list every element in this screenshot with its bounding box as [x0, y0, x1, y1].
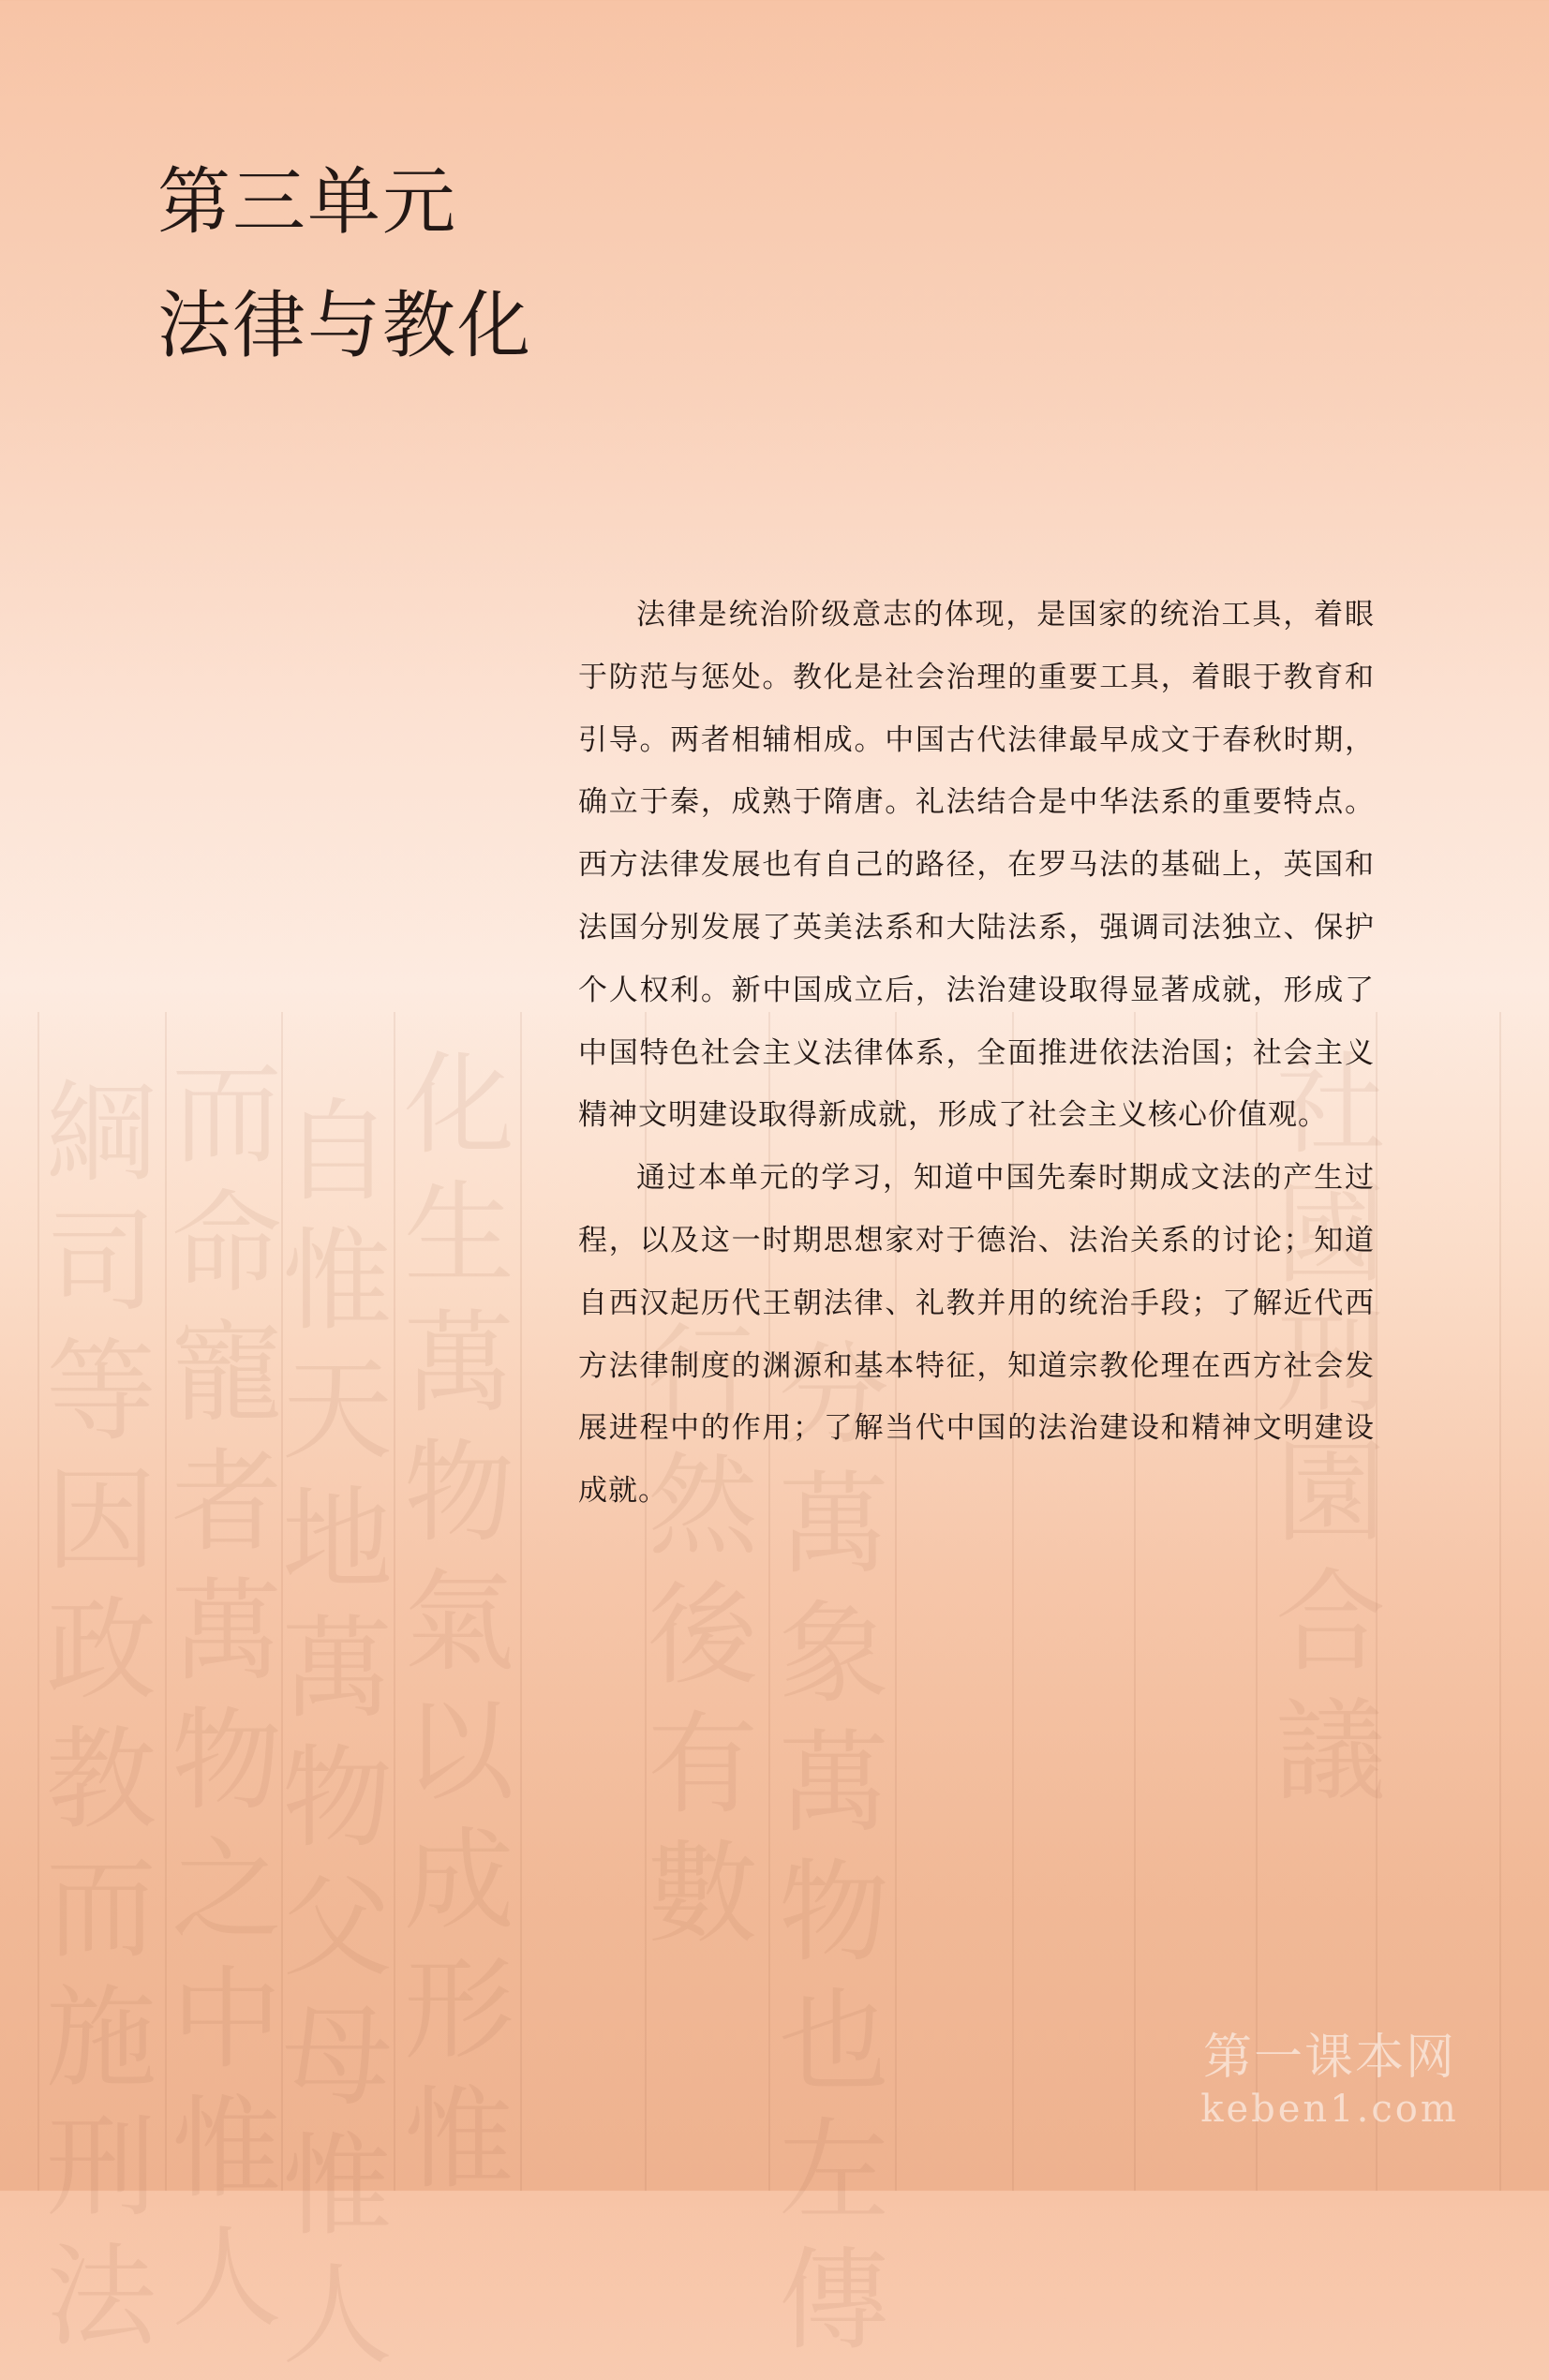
unit-introduction [578, 584, 1375, 1523]
calligraphy-column: 綱 司 等 因 政 教 而 施 刑 法 [45, 1068, 156, 2361]
column-rule [1499, 1012, 1501, 2191]
calligraphy-column: 行 然 後 有 數 [647, 1312, 758, 1958]
column-rule [281, 1012, 283, 2191]
column-rule [165, 1012, 167, 2191]
column-rule [394, 1012, 395, 2191]
watermark-url: keben1.com [1200, 2088, 1459, 2131]
column-rule [37, 1012, 39, 2191]
calligraphy-column: 自 惟 天 地 萬 物 父 母 惟 人 [281, 1087, 393, 2380]
calligraphy-column: 化 生 萬 物 氣 以 成 形 惟 [403, 1040, 514, 2204]
intro-paragraph: 法律是统治阶级意志的体现，是国家的统治工具，着眼于防范与惩处。教化是社会治理的重要工具，着眼于教育和引导。两者相辅相成。中国古代法律最早成文于春秋时期，确立于秦，成熟于隋唐。礼法结合是中华法系的重要特点。西方法律发展也有自己的路径，在罗马法的基础上，英国和法国分别发展了英美法系和大陆法系，强调司法独立、保护个人权利。新中国成立后，法治建设取得显著成就，形成了中国特色社会主义法律体系，全面推进依法治国；社会主义精神文明建设取得新成就，形成了社会主义核心价值观。 [578, 598, 1375, 1133]
unit-number: 第三单元 [157, 160, 458, 245]
calligraphy-column: 而 命 寵 者 萬 物 之 中 惟 人 [171, 1049, 282, 2343]
unit-title: 法律与教化 [157, 284, 533, 368]
column-rule [1376, 1012, 1378, 2191]
column-rule [520, 1012, 522, 2191]
calligraphy-column: 社 國 刑 園 合 議 [1274, 1040, 1386, 1816]
intro-paragraph: 通过本单元的学习，知道中国先秦时期成文法的产生过程，以及这一时期思想家对于德治、法治关系的讨论；知道自西汉起历代王朝法律、礼教并用的统治手段；了解近代西方法律制度的渊源和基本特征，知道宗教伦理在西方社会发展进程中的作用；了解当代中国的法治建设和精神文明建设成就。 [578, 1161, 1375, 1509]
calligraphy-column: 分 萬 象 萬 物 也 左 傳 [778, 1331, 889, 2365]
unit-heading [157, 141, 532, 388]
watermark-title: 第一课本网 [1202, 2030, 1456, 2086]
site-watermark [1189, 2029, 1470, 2132]
